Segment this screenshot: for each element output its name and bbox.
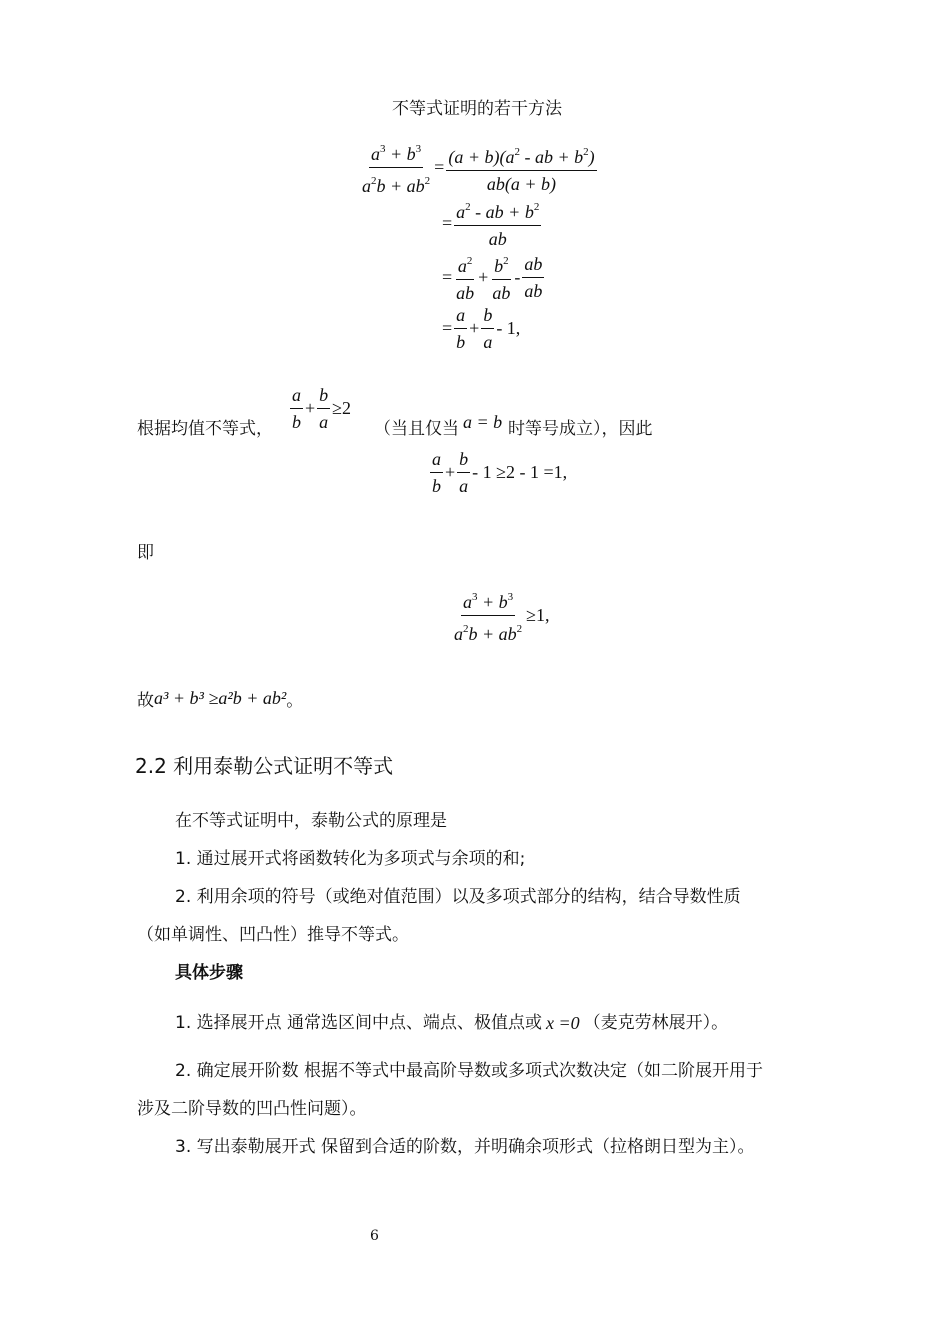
derivation-line-1: $\frac{a^3 + b^3}{a^2b + ab^2}$ = $\frac{(a + b)(a^2 - ab + b^2)}{ab(a + b)}$ [360, 138, 597, 197]
amgm-result: $\frac{a}{b}$ + $\frac{b}{a}$ - 1 ≥2 - 1 =1, [432, 449, 568, 496]
section-item-2-line-1: 2. 利用余项的符号（或绝对值范围）以及多项式部分的结构，结合导数性质 [175, 887, 741, 907]
step-2-line-1: 2. 确定展开阶数 根据不等式中最高阶导数或多项式次数决定（如二阶展开用于 [175, 1061, 764, 1081]
conclusion-expression: a³ + b³ ≥a²b + ab² [154, 688, 287, 708]
lhs-fraction: $\frac{a^3 + b^3}{a^2b + ab^2}$ [360, 138, 432, 197]
derivation-line-4: = $\frac{a}{b}$ + $\frac{b}{a}$ - 1, [442, 305, 521, 352]
steps-heading: 具体步骤 [175, 963, 243, 983]
step-3: 3. 写出泰勒展开式 保留到合适的阶数，并明确余项形式（拉格朗日型为主）。 [175, 1137, 755, 1157]
amgm-condition-eq: a = b [463, 412, 503, 432]
running-title: 不等式证明的若干方法 [392, 99, 562, 119]
final-inequality: $\frac{a^3 + b^3}{a^2b + ab^2}$ ≥1, [452, 586, 552, 645]
page-number: 6 [370, 1228, 379, 1244]
conclusion: 故 a³ + b³ ≥a²b + ab² 。 [137, 688, 304, 711]
section-item-1: 1. 通过展开式将函数转化为多项式与余项的和; [175, 849, 526, 869]
step-2-line-2: 涉及二阶导数的凹凸性问题）。 [137, 1099, 367, 1119]
derivation-line-3: = $\frac{a^2}{ab}$ + $\frac{b^2}{ab}$ - $\frac{ab}{ab}$ [440, 250, 544, 304]
ji-text: 即 [137, 543, 154, 563]
amgm-prefix: 根据均值不等式， [137, 419, 273, 439]
amgm-inequality: $\frac{a}{b}$ + $\frac{b}{a}$ ≥2 [292, 385, 352, 432]
section-heading: 2.2 利用泰勒公式证明不等式 [135, 754, 394, 778]
step1-fraction: $\frac{(a + b)(a^2 - ab + b^2)}{ab(a + b)}$ [446, 141, 596, 195]
section-item-2-line-2: （如单调性、凹凸性）推导不等式。 [137, 925, 409, 945]
step2-fraction: $\frac{a^2 - ab + b^2}{ab}$ [454, 196, 541, 250]
derivation-line-2: = $\frac{a^2 - ab + b^2}{ab}$ [440, 196, 541, 250]
section-intro: 在不等式证明中，泰勒公式的原理是 [175, 811, 447, 831]
step-1-math: x =0 [546, 1012, 580, 1033]
amgm-condition-open: （当且仅当 [374, 419, 459, 439]
amgm-condition-close: 时等号成立），因此 [508, 419, 653, 439]
step-1: 1. 选择展开点 通常选区间中点、端点、极值点或 x =0 （麦克劳林展开）。 [175, 1012, 729, 1033]
